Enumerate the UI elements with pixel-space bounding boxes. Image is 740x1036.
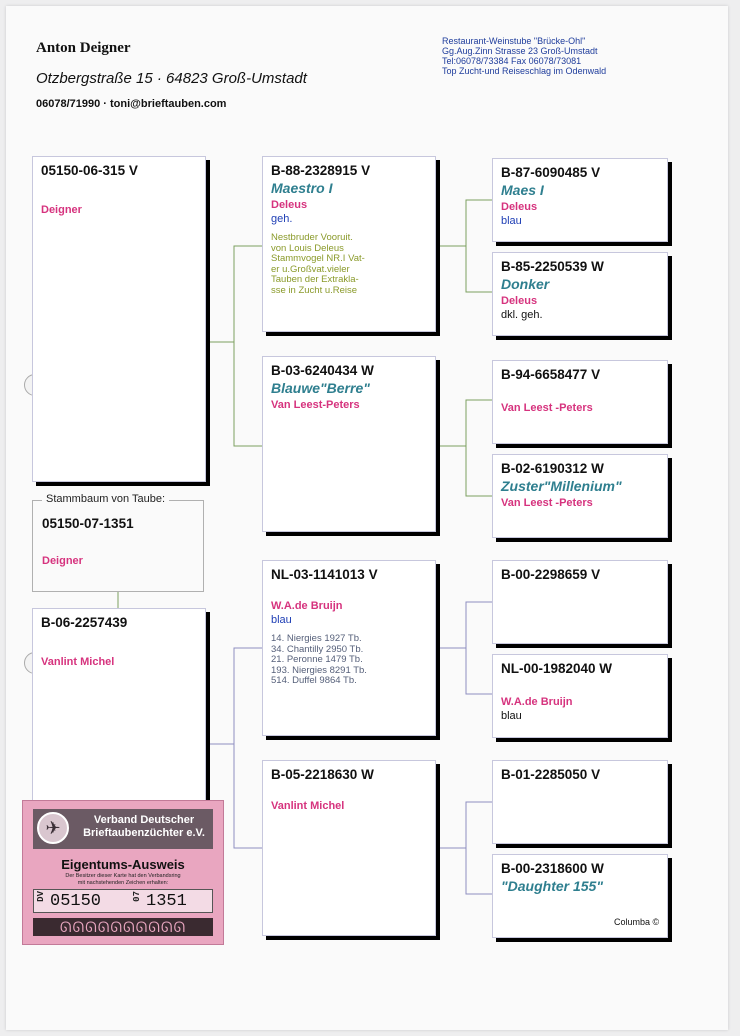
subject-caption: Stammbaum von Taube:: [42, 493, 169, 505]
owner-contact: 06078/71990 · toni@brieftauben.com: [36, 98, 227, 110]
note-line: von Louis Deleus: [271, 242, 344, 254]
pigeon-name: Blauwe"Berre": [271, 380, 370, 396]
card-title: Eigentums-Ausweis: [61, 857, 185, 872]
great-grandparent-box: [492, 654, 668, 738]
breeder-name: Deleus: [271, 199, 308, 211]
note-line: sse in Zucht u.Reise: [271, 284, 358, 296]
breeder-name: W.A.de Bruijn: [271, 600, 343, 612]
great-grandparent-box: [492, 158, 668, 242]
note-line: Stammvogel NR.I Vat-: [271, 253, 365, 264]
pigeon-name: Maestro I: [271, 180, 333, 196]
great-grandparent-box: [492, 252, 668, 336]
owner-address: Otzbergstraße 15 · 64823 Groß-Umstadt: [36, 70, 307, 87]
ownership-card: [22, 800, 224, 945]
ring-number: B-94-6658477 V: [501, 367, 601, 382]
breeder-name: Deleus: [501, 201, 538, 213]
restaurant-line: Gg.Aug.Zinn Strasse 23 Groß-Umstadt: [442, 46, 598, 56]
pigeon-name: Zuster"Millenium": [501, 478, 622, 494]
fine-print-line: mit nachstehenden Zeichen erhalten:: [77, 879, 169, 886]
owner-name: Anton Deigner: [36, 40, 131, 56]
breeder-name: W.A.de Bruijn: [501, 696, 573, 708]
breeder-name: Van Leest -Peters: [501, 402, 593, 414]
security-pattern: ᘏᘏᘏᘏᘏᘏᘏᘏᘏᘏ: [33, 918, 213, 936]
pedigree-notes: [271, 233, 427, 296]
ring-number: B-05-2218630 W: [271, 767, 374, 782]
ring-number: B-88-2328915 V: [271, 163, 371, 178]
grandparent-box: [262, 760, 436, 936]
restaurant-line: Tel:06078/73384 Fax 06078/73081: [442, 56, 582, 66]
bird-color: blau: [501, 215, 522, 227]
great-grandparent-box: [492, 760, 668, 844]
great-grandparent-box: [492, 560, 668, 644]
ring-number: B-03-6240434 W: [271, 363, 374, 378]
note-line: 34. Chantilly 2950 Tb.: [271, 643, 364, 655]
great-grandparent-box: [492, 454, 668, 538]
bird-color: dkl. geh.: [501, 309, 543, 321]
association-name: Verband Deutscher Brieftaubenzüchter e.V.: [83, 814, 205, 839]
pigeon-name: Maes I: [501, 182, 544, 198]
ring-number: NL-00-1982040 W: [501, 661, 613, 676]
great-grandparent-box: [492, 360, 668, 444]
breeder-name: Vanlint Michel: [271, 800, 345, 812]
ring-number: B-85-2250539 W: [501, 259, 604, 274]
ring-number: 05150-06-315 V: [41, 163, 138, 178]
bird-color: blau: [271, 614, 292, 626]
subject-frame: [32, 500, 204, 592]
breeder-name: Deleus: [501, 295, 538, 307]
restaurant-line: Restaurant-Weinstube "Brücke-Ohl": [442, 36, 586, 46]
note-line: Nestbruder Vooruit.: [271, 232, 353, 243]
note-line: er u.Großvat.vieler: [271, 263, 350, 275]
grandparent-box: [262, 356, 436, 532]
pigeon-name: Donker: [501, 276, 550, 292]
copyright-notice: Columba ©: [614, 917, 660, 927]
pigeon-logo-icon: ✈: [37, 812, 69, 844]
breeder-name: Van Leest -Peters: [501, 497, 593, 509]
subject-ring-number: 05150-07-1351: [42, 516, 134, 531]
association-banner: [33, 809, 213, 849]
sire-box: [32, 156, 206, 482]
grandparent-box: [262, 560, 436, 736]
bird-color: blau: [501, 710, 522, 722]
note-line: 193. Niergies 8291 Tb.: [271, 664, 367, 676]
ring-number: NL-03-1141013 V: [271, 567, 378, 582]
grandparent-box: [262, 156, 436, 332]
race-results: [271, 634, 427, 687]
breeder-name: Van Leest-Peters: [271, 399, 360, 411]
club-number: 05150: [50, 892, 102, 911]
bird-number: 1351: [146, 892, 187, 911]
fine-print-line: Der Besitzer dieser Karte hat den Verbandsring: [65, 873, 181, 879]
ring-number: B-00-2318600 W: [501, 861, 604, 876]
note-line: 514. Duffel 9864 Tb.: [271, 675, 357, 686]
note-line: Tauben der Extrakla-: [271, 274, 359, 285]
ring-number: B-87-6090485 V: [501, 165, 601, 180]
breeder-name: Deigner: [41, 204, 82, 216]
ring-number: B-02-6190312 W: [501, 461, 604, 476]
subject-breeder: Deigner: [42, 555, 83, 567]
card-fine-print: [43, 873, 203, 886]
ring-number: B-06-2257439: [41, 615, 128, 630]
restaurant-line: Top Zucht-und Reiseschlag im Odenwald: [442, 66, 607, 76]
note-line: 21. Peronne 1479 Tb.: [271, 654, 363, 665]
note-line: 14. Niergies 1927 Tb.: [271, 633, 362, 644]
ring-year: 07: [132, 891, 142, 902]
bird-color: geh.: [271, 213, 293, 225]
ring-number-field: [33, 889, 213, 913]
breeder-name: Vanlint Michel: [41, 656, 115, 668]
country-prefix: DV: [36, 891, 46, 902]
ring-number: B-00-2298659 V: [501, 567, 601, 582]
ring-number: B-01-2285050 V: [501, 767, 601, 782]
pigeon-name: "Daughter 155": [501, 878, 603, 894]
